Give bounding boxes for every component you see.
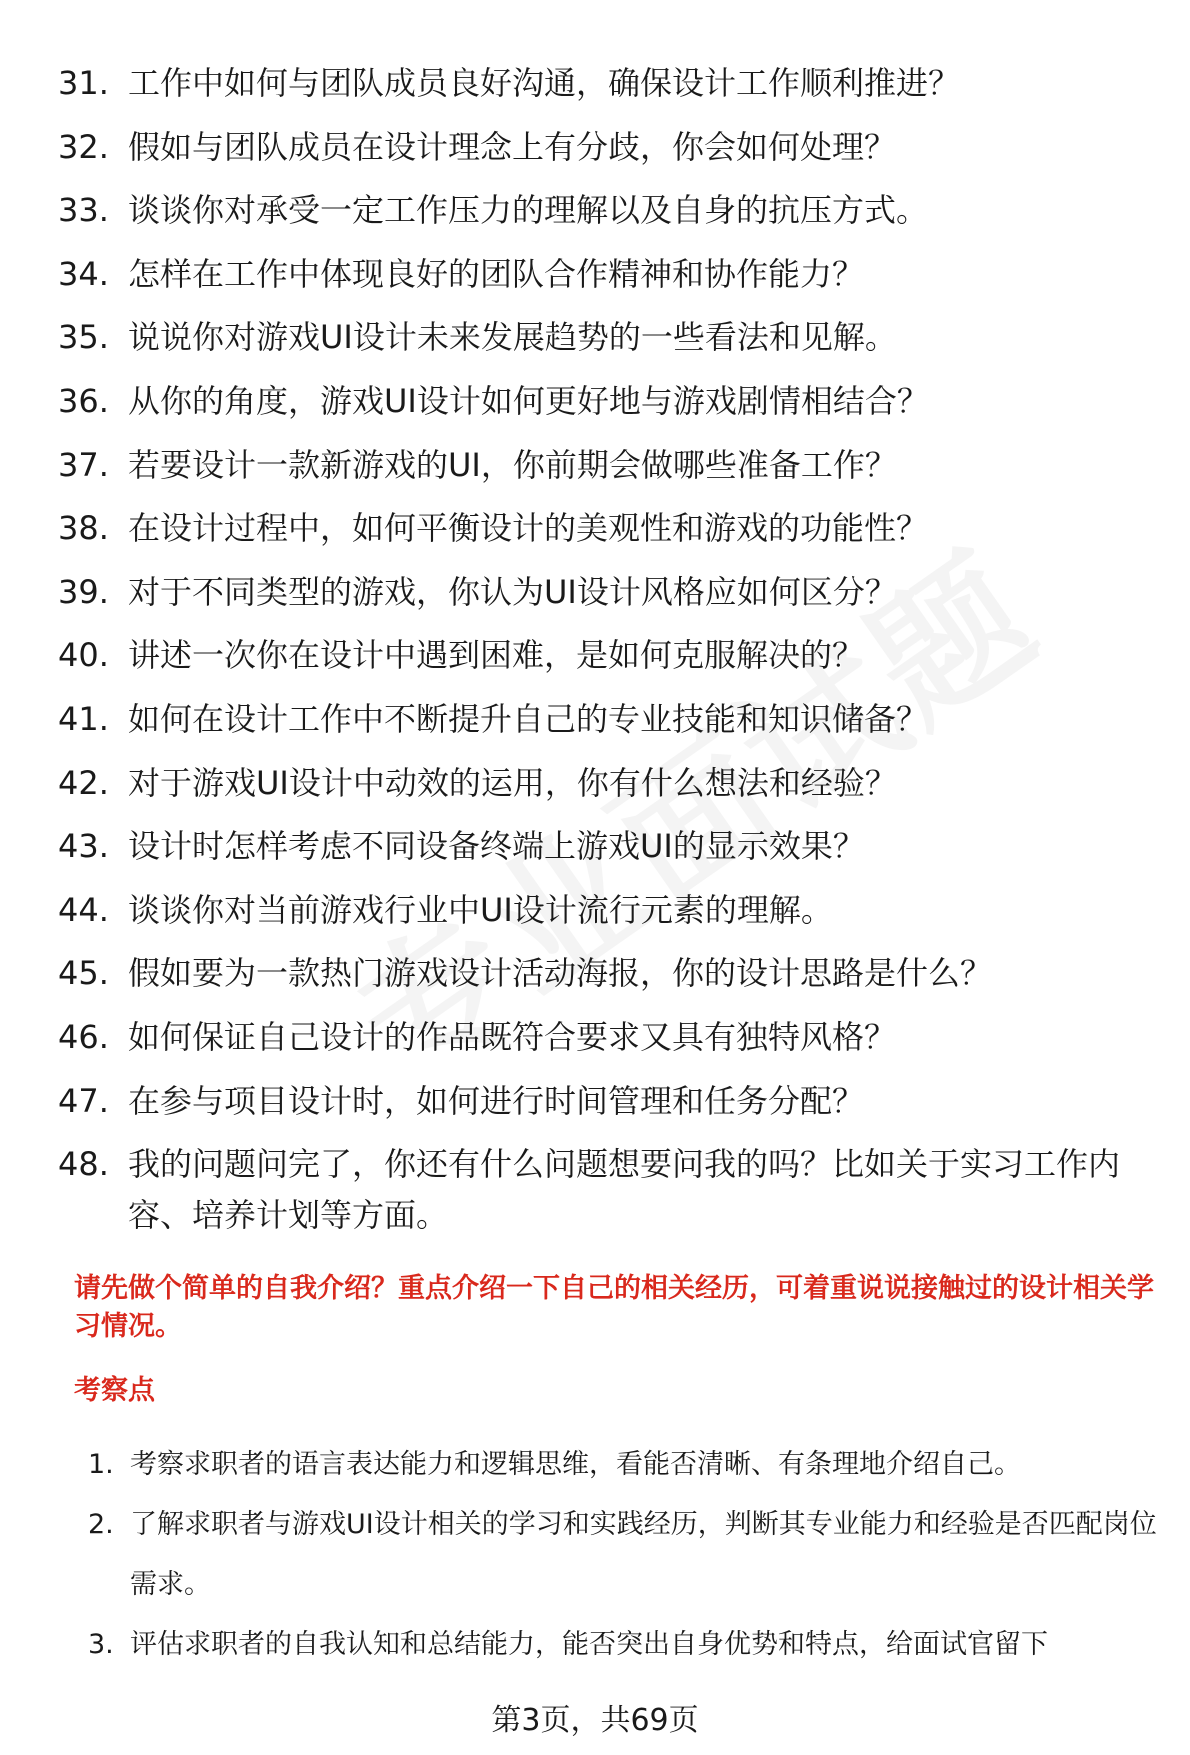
list-item xyxy=(58,434,1158,498)
item-number: 39. xyxy=(58,572,109,611)
item-text: 了解求职者与游戏UI设计相关的学习和实践经历，判断其专业能力和经验是否匹配岗位需求。 xyxy=(130,1509,1157,1600)
item-number: 32. xyxy=(58,127,109,166)
item-text: 假如与团队成员在设计理念上有分歧，你会如何处理？ xyxy=(128,127,897,166)
list-item xyxy=(88,1615,1158,1675)
item-text: 我的问题问完了，你还有什么问题想要问我的吗？比如关于实习工作内容、培养计划等方面。 xyxy=(128,1145,1121,1235)
item-number: 31. xyxy=(58,64,109,102)
list-item xyxy=(58,306,1158,370)
item-text: 怎样在工作中体现良好的团队合作精神和协作能力？ xyxy=(128,254,865,293)
item-number: 47. xyxy=(58,1081,109,1120)
item-text: 从你的角度，游戏UI设计如何更好地与游戏剧情相结合？ xyxy=(128,381,929,420)
list-item xyxy=(58,752,1158,816)
item-number: 35. xyxy=(58,318,109,357)
list-item xyxy=(88,1435,1158,1495)
item-text: 在参与项目设计时，如何进行时间管理和任务分配？ xyxy=(128,1081,865,1120)
list-item xyxy=(58,497,1158,561)
list-item xyxy=(58,179,1158,243)
item-text: 设计时怎样考虑不同设备终端上游戏UI的显示效果？ xyxy=(128,827,865,866)
item-number: 43. xyxy=(58,827,109,866)
item-number: 3. xyxy=(88,1629,114,1660)
list-item xyxy=(58,688,1158,752)
item-text: 工作中如何与团队成员良好沟通，确保设计工作顺利推进？ xyxy=(128,64,961,102)
list-item xyxy=(58,815,1158,879)
item-number: 34. xyxy=(58,254,109,293)
item-text: 谈谈你对当前游戏行业中UI设计流行元素的理解。 xyxy=(128,890,833,929)
list-item xyxy=(58,116,1158,180)
list-item xyxy=(58,879,1158,943)
list-item xyxy=(58,942,1158,1006)
page-number: 第3页，共69页 xyxy=(491,1703,699,1738)
item-text: 谈谈你对承受一定工作压力的理解以及自身的抗压方式。 xyxy=(128,191,929,230)
item-text: 对于不同类型的游戏，你认为UI设计风格应如何区分？ xyxy=(128,572,897,611)
item-text: 评估求职者的自我认知和总结能力，能否突出自身优势和特点，给面试官留下 xyxy=(130,1629,1048,1660)
item-number: 37. xyxy=(58,445,109,484)
assessment-points-list xyxy=(88,1435,1158,1675)
item-number: 2. xyxy=(88,1509,114,1540)
question-list xyxy=(58,52,1158,1241)
item-text: 考察求职者的语言表达能力和逻辑思维，看能否清晰、有条理地介绍自己。 xyxy=(130,1449,1021,1480)
item-text: 讲述一次你在设计中遇到困难，是如何克服解决的？ xyxy=(128,636,865,675)
item-text: 若要设计一款新游戏的UI，你前期会做哪些准备工作？ xyxy=(128,445,897,484)
item-text: 假如要为一款热门游戏设计活动海报，你的设计思路是什么？ xyxy=(128,954,993,993)
item-number: 48. xyxy=(58,1145,109,1184)
assessment-points-heading: 考察点 xyxy=(74,1375,155,1406)
item-text: 说说你对游戏UI设计未来发展趋势的一些看法和见解。 xyxy=(128,318,897,357)
list-item xyxy=(58,1006,1158,1070)
list-item xyxy=(58,243,1158,307)
item-text: 如何在设计工作中不断提升自己的专业技能和知识储备？ xyxy=(128,699,929,738)
list-item xyxy=(58,1070,1158,1134)
item-text: 对于游戏UI设计中动效的运用，你有什么想法和经验？ xyxy=(128,763,897,802)
list-item xyxy=(58,1133,1158,1241)
item-number: 40. xyxy=(58,636,109,675)
item-text: 如何保证自己设计的作品既符合要求又具有独特风格？ xyxy=(128,1017,897,1056)
item-number: 38. xyxy=(58,509,109,548)
list-item xyxy=(58,52,1158,116)
item-number: 45. xyxy=(58,954,109,993)
list-item xyxy=(58,370,1158,434)
item-number: 1. xyxy=(88,1449,114,1480)
list-item xyxy=(88,1495,1158,1615)
item-number: 36. xyxy=(58,381,109,420)
item-number: 42. xyxy=(58,763,109,802)
item-number: 46. xyxy=(58,1017,109,1056)
list-item xyxy=(58,624,1158,688)
item-number: 33. xyxy=(58,191,109,230)
section-question-heading: 请先做个简单的自我介绍？重点介绍一下自己的相关经历，可着重说说接触过的设计相关学习情况。 xyxy=(74,1273,1154,1342)
item-number: 44. xyxy=(58,890,109,929)
item-text: 在设计过程中，如何平衡设计的美观性和游戏的功能性？ xyxy=(128,509,929,548)
item-number: 41. xyxy=(58,699,109,738)
list-item xyxy=(58,561,1158,625)
